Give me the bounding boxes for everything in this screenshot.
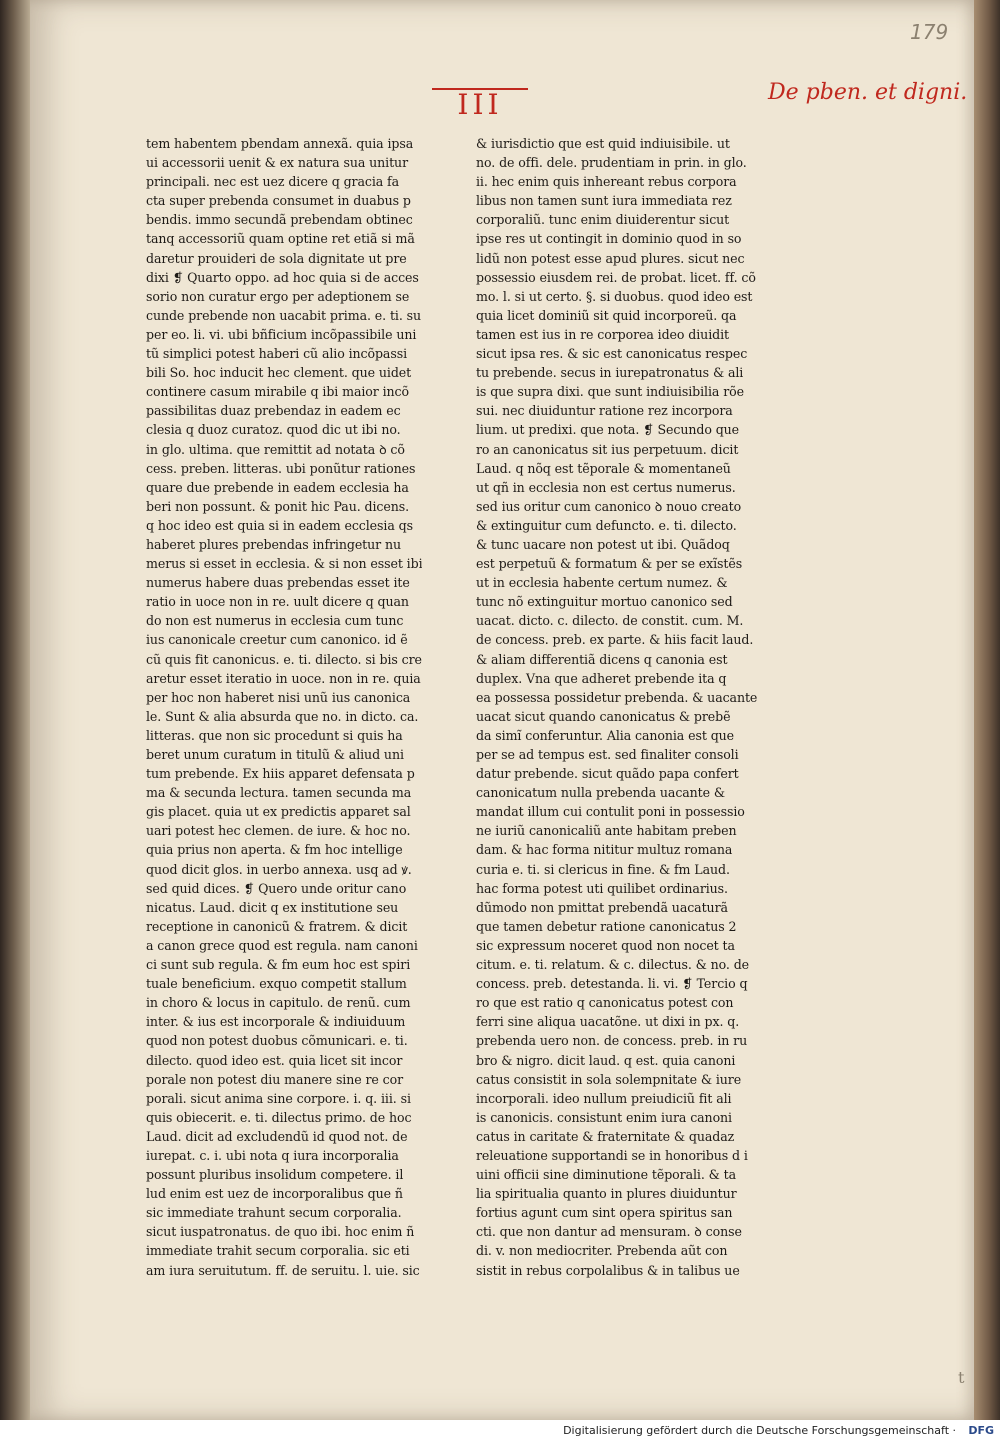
text-line: da simĩ conferuntur. Alia canonia est que xyxy=(476,727,735,743)
text-line: sic immediate trahunt secum corporalia. xyxy=(146,1205,402,1221)
text-line: uacat. dicto. c. dilecto. de constit. cum. M. xyxy=(476,613,744,629)
text-line: dixi ❡ Quarto oppo. ad hoc quia si de acces xyxy=(146,269,419,285)
text-line: bendis. immo secundã prebendam obtinec xyxy=(146,212,413,228)
text-line: haberet plures prebendas infringetur nu xyxy=(146,536,401,552)
text-line: uacat sicut quando canonicatus & prebẽ xyxy=(476,708,731,724)
text-line: tu prebende. secus in iurepatronatus & ali xyxy=(476,365,744,381)
text-line: tuale beneficium. exquo competit stallum xyxy=(146,976,407,992)
text-line: cũ quis fit canonicus. e. ti. dilecto. si bis cre xyxy=(146,651,422,667)
book-right-edge xyxy=(974,0,1000,1420)
text-line: & aliam differentiã dicens q canonia est xyxy=(476,651,728,667)
text-line: lidũ non potest esse apud plures. sicut nec xyxy=(476,250,745,266)
text-line: beri non possunt. & ponit hic Pau. dicens. xyxy=(146,498,409,514)
text-line: sicut iuspatronatus. de quo ibi. hoc enim ñ xyxy=(146,1224,415,1240)
text-line: Laud. dicit ad excludendũ id quod not. de xyxy=(146,1128,408,1144)
text-line: ipse res ut contingit in dominio quod in so xyxy=(476,231,742,247)
text-line: daretur prouideri de sola dignitate ut pre xyxy=(146,250,407,266)
text-line: numerus habere duas prebendas esset ite xyxy=(146,575,410,591)
text-line: uari potest hec clemen. de iure. & hoc no. xyxy=(146,823,411,839)
text-line: ratio in uoce non in re. uult dicere q quan xyxy=(146,594,409,610)
text-line: possunt pluribus insolidum competere. il xyxy=(146,1167,404,1183)
text-line: tanq accessoriũ quam optine ret etiã si mã xyxy=(146,231,415,247)
text-line: do non est numerus in ecclesia cum tunc xyxy=(146,613,404,629)
text-line: ut qñ in ecclesia non est certus numerus. xyxy=(476,479,736,495)
text-line: & extinguitur cum defuncto. e. ti. dilecto. xyxy=(476,517,737,533)
text-line: canonicatum nulla prebenda uacante & xyxy=(476,785,726,801)
text-line: incorporali. ideo nullum preiudiciũ fit ali xyxy=(476,1090,732,1106)
text-line: clesia q duoz curatoz. quod dic ut ibi no. xyxy=(146,422,401,438)
text-line: q hoc ideo est quia si in eadem ecclesia qs xyxy=(146,517,413,533)
text-line: releuatione supportandi se in honoribus d i xyxy=(476,1147,748,1163)
text-line: ui accessorii uenit & ex natura sua unitur xyxy=(146,155,408,171)
text-line: lud enim est uez de incorporalibus que ñ xyxy=(146,1186,403,1202)
text-line: immediate trahit secum corporalia. sic eti xyxy=(146,1243,410,1259)
text-line: le. Sunt & alia absurda que no. in dicto. ca. xyxy=(146,708,419,724)
text-line: tem habentem pbendam annexã. quia ipsa xyxy=(146,136,414,151)
text-line: tum prebende. Ex hiis apparet defensata p xyxy=(146,766,415,782)
text-line: sistit in rebus corpolalibus & in talibus ue xyxy=(476,1262,740,1278)
text-line: cunde prebende non uacabit prima. e. ti. su xyxy=(146,307,422,323)
text-line: corporaliũ. tunc enim diuiderentur sicut xyxy=(476,212,730,228)
text-line: cess. preben. litteras. ubi ponũtur rationes xyxy=(146,460,416,476)
text-line: uini officii sine diminutione tẽporali. & ta xyxy=(476,1167,737,1183)
text-line: quia licet dominiũ sit quid incorporeũ. qa xyxy=(476,307,737,323)
text-line: is canonicis. consistunt enim iura canoni xyxy=(476,1109,732,1125)
text-line: in choro & locus in capitulo. de renũ. cum xyxy=(146,995,411,1011)
text-line: datur prebende. sicut quãdo papa confert xyxy=(476,766,739,782)
text-line: litteras. que non sic procedunt si quis ha xyxy=(146,727,403,743)
text-line: ro que est ratio q canonicatus potest con xyxy=(476,995,734,1011)
text-line: lium. ut predixi. que nota. ❡ Secundo que xyxy=(476,422,740,438)
text-line: curia e. ti. si clericus in fine. & fm Laud. xyxy=(476,861,730,877)
text-line: gis placet. quia ut ex predictis apparet sal xyxy=(146,804,411,820)
text-line: duplex. Vna que adheret prebende ita q xyxy=(476,670,727,686)
text-line: di. v. non mediocriter. Prebenda aũt con xyxy=(476,1243,728,1259)
page-bottom-mark: t xyxy=(958,1368,965,1387)
marginal-note: De pben. et digni. xyxy=(768,80,968,105)
text-line: sicut ipsa res. & sic est canonicatus respec xyxy=(476,346,748,362)
text-line: iurepat. c. i. ubi nota q iura incorporalia xyxy=(146,1147,399,1163)
text-line: sorio non curatur ergo per adeptionem se xyxy=(146,288,410,304)
text-line: aretur esset iteratio in uoce. non in re. quia xyxy=(146,670,421,686)
text-line: bro & nigro. dicit laud. q est. quia canoni xyxy=(476,1052,736,1068)
text-line: porale non potest diu manere sine re cor xyxy=(146,1071,404,1087)
text-line: per se ad tempus est. sed finaliter consoli xyxy=(476,747,739,762)
text-line: sed ius oritur cum canonico ꝺ nouo creato xyxy=(476,498,742,514)
text-line: sic expressum noceret quod non nocet ta xyxy=(476,937,735,953)
text-line: ius canonicale creetur cum canonico. id ẽ xyxy=(146,632,408,648)
text-line: no. de offi. dele. prudentiam in prin. in glo. xyxy=(476,155,747,171)
text-line: ii. hec enim quis inhereant rebus corpora xyxy=(476,174,737,190)
text-line: hac forma potest uti quilibet ordinarius. xyxy=(476,880,728,896)
text-line: quod non potest duobus cõmunicari. e. ti. xyxy=(146,1033,408,1049)
text-line: dilecto. quod ideo est. quia licet sit incor xyxy=(146,1052,403,1068)
text-line: ne iuriũ canonicaliũ ante habitam preben xyxy=(476,823,737,839)
text-line: tunc nõ extinguitur mortuo canonico sed xyxy=(476,594,733,610)
text-line: & tunc uacare non potest ut ibi. Quãdoq xyxy=(476,536,730,552)
text-line: catus consistit in sola solempnitate & iure xyxy=(476,1071,742,1087)
text-line: citum. e. ti. relatum. & c. dilectus. & no. de xyxy=(476,957,750,973)
text-line: sui. nec diuiduntur ratione rez incorpora xyxy=(476,403,733,419)
footer-bar xyxy=(0,1420,1000,1442)
text-column-right xyxy=(476,134,766,1280)
text-line: is que supra dixi. que sunt indiuisibilia rõe xyxy=(476,384,744,400)
text-line: quia prius non aperta. & fm hoc intellige xyxy=(146,842,403,858)
text-line: am iura seruitutum. ff. de seruitu. l. uie. sic xyxy=(146,1262,420,1278)
text-line: merus si esset in ecclesia. & si non esset ibi xyxy=(146,556,422,572)
text-line: Laud. q nõq est tẽporale & momentaneũ xyxy=(476,460,731,476)
text-line: tamen est ius in re corporea ideo diuidit xyxy=(476,326,729,342)
text-line: est perpetuũ & formatum & per se exĩstẽs xyxy=(476,556,743,572)
text-line: de concess. preb. ex parte. & hiis facit laud. xyxy=(476,632,754,648)
running-head: III xyxy=(432,88,528,120)
text-line: ro an canonicatus sit ius perpetuum. dicit xyxy=(476,441,739,457)
folio-number: 179 xyxy=(910,20,949,44)
text-line: & iurisdictio que est quid indiuisibile. ut xyxy=(476,136,730,151)
text-line: cti. que non dantur ad mensuram. ꝺ conse xyxy=(476,1224,742,1240)
text-line: tũ simplici potest haberi cũ alio incõpassi xyxy=(146,346,407,362)
text-line: mo. l. si ut certo. §. si duobus. quod ideo est xyxy=(476,288,753,304)
text-line: quod dicit glos. in uerbo annexa. usq ad ꝟ. xyxy=(146,861,412,877)
text-line: in glo. ultima. que remittit ad notata ꝺ cõ xyxy=(146,441,405,457)
text-line: a canon grece quod est regula. nam canoni xyxy=(146,937,418,953)
text-line: inter. & ius est incorporale & indiuiduum xyxy=(146,1014,406,1030)
text-line: ci sunt sub regula. & fm eum hoc est spiri xyxy=(146,957,411,973)
text-line: dam. & hac forma nititur multuz romana xyxy=(476,842,733,858)
text-line: principali. nec est uez dicere q gracia fa xyxy=(146,174,400,190)
text-line: que tamen debetur ratione canonicatus 2 xyxy=(476,918,737,934)
text-line: ea possessa possidetur prebenda. & uacante xyxy=(476,689,758,705)
text-line: sed quid dices. ❡ Quero unde oritur cano xyxy=(146,880,407,896)
text-line: cta super prebenda consumet in duabus p xyxy=(146,193,411,209)
text-line: bili So. hoc inducit hec clement. que uidet xyxy=(146,365,412,381)
text-line: mandat illum cui contulit poni in possessio xyxy=(476,804,745,820)
footer-funding-text: Digitalisierung gefördert durch die Deutsche Forschungsgemeinschaft · xyxy=(563,1424,956,1437)
text-line: concess. preb. detestanda. li. vi. ❡ Tercio q xyxy=(476,976,748,992)
text-line: per hoc non haberet nisi unũ ius canonica xyxy=(146,689,411,705)
text-line: ma & secunda lectura. tamen secunda ma xyxy=(146,785,412,801)
text-line: lia spiritualia quanto in plures diuiduntur xyxy=(476,1186,737,1202)
text-line: libus non tamen sunt iura immediata rez xyxy=(476,193,732,209)
text-line: porali. sicut anima sine corpore. i. q. iii. si xyxy=(146,1090,411,1106)
text-line: per eo. li. vi. ubi bñficium incõpassibile uni xyxy=(146,326,417,342)
dfg-logo: DFG xyxy=(968,1424,994,1437)
text-line: fortius agunt cum sint opera spiritus san xyxy=(476,1205,733,1221)
text-line: passibilitas duaz prebendaz in eadem ec xyxy=(146,403,401,419)
text-line: dũmodo non pmittat prebendã uacaturã xyxy=(476,899,728,915)
text-line: ferri sine aliqua uacatõne. ut dixi in px. q. xyxy=(476,1014,740,1030)
text-column-left xyxy=(146,134,422,1280)
text-line: ut in ecclesia habente certum numez. & xyxy=(476,575,728,591)
text-line: nicatus. Laud. dicit q ex institutione seu xyxy=(146,899,399,915)
text-line: quis obiecerit. e. ti. dilectus primo. de hoc xyxy=(146,1109,412,1125)
book-left-edge xyxy=(0,0,30,1420)
text-line: beret unum curatum in titulũ & aliud uni xyxy=(146,747,404,762)
text-line: continere casum mirabile q ibi maior incõ xyxy=(146,384,409,400)
text-line: receptione in canonicũ & fratrem. & dicit xyxy=(146,918,408,934)
text-line: catus in caritate & fraternitate & quadaz xyxy=(476,1128,735,1144)
text-line: possessio eiusdem rei. de probat. licet. ff. cõ xyxy=(476,269,756,285)
text-line: quare due prebende in eadem ecclesia ha xyxy=(146,479,409,495)
text-line: prebenda uero non. de concess. preb. in ru xyxy=(476,1033,748,1049)
